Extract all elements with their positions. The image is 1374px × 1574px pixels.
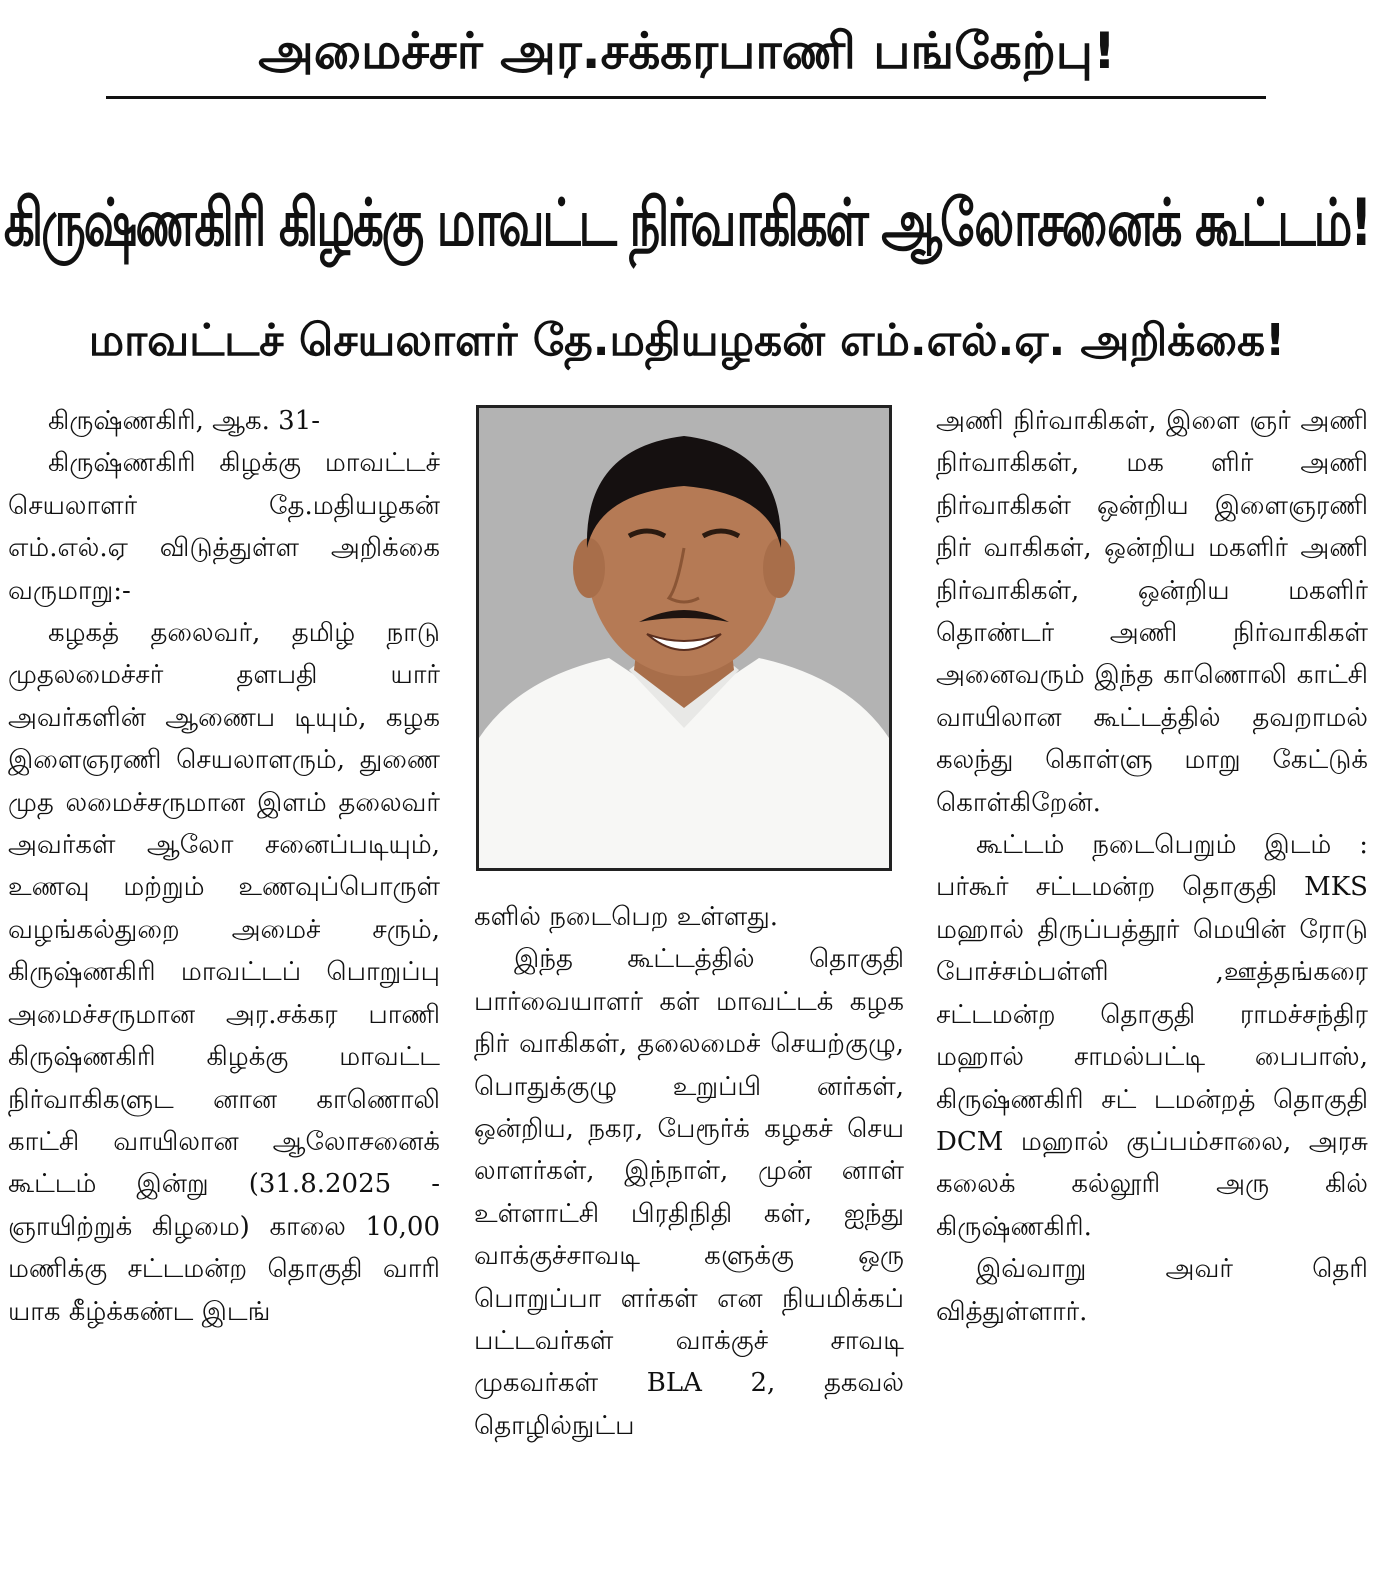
article-paragraph: இந்த கூட்டத்தில் தொகுதி பார்வையாளர் கள் மாவட்டக் கழக நிர் வாகிகள், தலைமைச் செயற்குழு, பொதுக்குழு உறுப்பி னர்கள், ஒன்றிய, நகர, பேரூர்க் கழகச் செய லாளர்கள், இந்நாள், முன் னாள் உள்ளாட்சி பிரதிநிதி கள், ஐந்து வாக்குச்சாவடி களுக்கு ஒரு பொறுப்பா ளர்கள் என நியமிக்கப் பட்டவர்கள் வாக்குச் சாவடி முகவர்கள் BLA 2, தகவல் தொழில்நுட்ப <box>474 944 904 1441</box>
article-column-1 <box>8 400 440 1574</box>
article-column-3 <box>936 400 1368 1574</box>
portrait-illustration <box>479 408 889 868</box>
headline: கிருஷ்ணகிரி கிழக்கு மாவட்ட நிர்வாகிகள் ஆலோசனைக் கூட்டம்! <box>3 185 1371 262</box>
article-paragraph: களில் நடைபெற உள்ளது. <box>474 902 779 932</box>
kicker-line: அமைச்சர் அர.சக்கரபாணி பங்கேற்பு! <box>258 22 1116 80</box>
article-paragraph: கழகத் தலைவர், தமிழ் நாடு முதலமைச்சர் தளபதி யார் அவர்களின் ஆணைப டியும், கழக இளைஞரணி செயலாளரும், துணை முத லமைச்சருமான இளம் தலைவர் அவர்கள் ஆலோ சனைப்படியும், உணவு மற்றும் உணவுப்பொருள் வழங்கல்துறை அமைச் சரும், கிருஷ்ணகிரி மாவட்டப் பொறுப்பு அமைச்சருமான அர.சக்கர பாணி கிருஷ்ணகிரி கிழக்கு மாவட்ட நிர்வாகிகளுட னான காணொலி காட்சி வாயிலான ஆலோசனைக் கூட்டம் இன்று (31.8.2025 - ஞாயிற்றுக் கிழமை) காலை 10,00 மணிக்கு சட்டமன்ற தொகுதி வாரி யாக கீழ்க்கண்ட இடங் <box>8 618 440 1327</box>
dateline: கிருஷ்ணகிரி, ஆக. 31- <box>48 406 321 436</box>
article-paragraph: கூட்டம் நடைபெறும் இடம் : பர்கூர் சட்டமன்ற தொகுதி MKS மஹால் திருப்பத்தூர் மெயின் ரோடு போச்சம்பள்ளி ,ஊத்தங்கரை சட்டமன்ற தொகுதி ராமச்சந்திர மஹால் சாமல்பட்டி பைபாஸ், கிருஷ்ணகிரி சட் டமன்றத் தொகுதி DCM மஹால் குப்பம்சாலை, அரசு கலைக் கல்லூரி அரு கில் கிருஷ்ணகிரி. <box>936 830 1368 1242</box>
portrait-photo <box>476 405 892 871</box>
kicker-underline <box>106 96 1266 99</box>
article-paragraph: இவ்வாறு அவர் தெரி வித்துள்ளார். <box>936 1254 1368 1327</box>
article-paragraph: அணி நிர்வாகிகள், இளை ஞர் அணி நிர்வாகிகள், மக ளிர் அணி நிர்வாகிகள் ஒன்றிய இளைஞரணி நிர் வாகிகள், ஒன்றிய மகளிர் அணி நிர்வாகிகள், ஒன்றிய மகளிர் தொண்டர் அணி நிர்வாகிகள் அனைவரும் இந்த காணொலி காட்சி வாயிலான கூட்டத்தில் தவறாமல் கலந்து கொள்ளு மாறு கேட்டுக் கொள்கிறேன். <box>936 406 1368 818</box>
article-paragraph: கிருஷ்ணகிரி கிழக்கு மாவட்டச் செயலாளர் தே.மதியழகன் எம்.எல்.ஏ விடுத்துள்ள அறிக்கை வருமாறு:- <box>8 448 440 606</box>
subheadline: மாவட்டச் செயலாளர் தே.மதியழகன் எம்.எல்.ஏ. அறிக்கை! <box>88 315 1286 366</box>
article-column-2 <box>474 896 904 1574</box>
